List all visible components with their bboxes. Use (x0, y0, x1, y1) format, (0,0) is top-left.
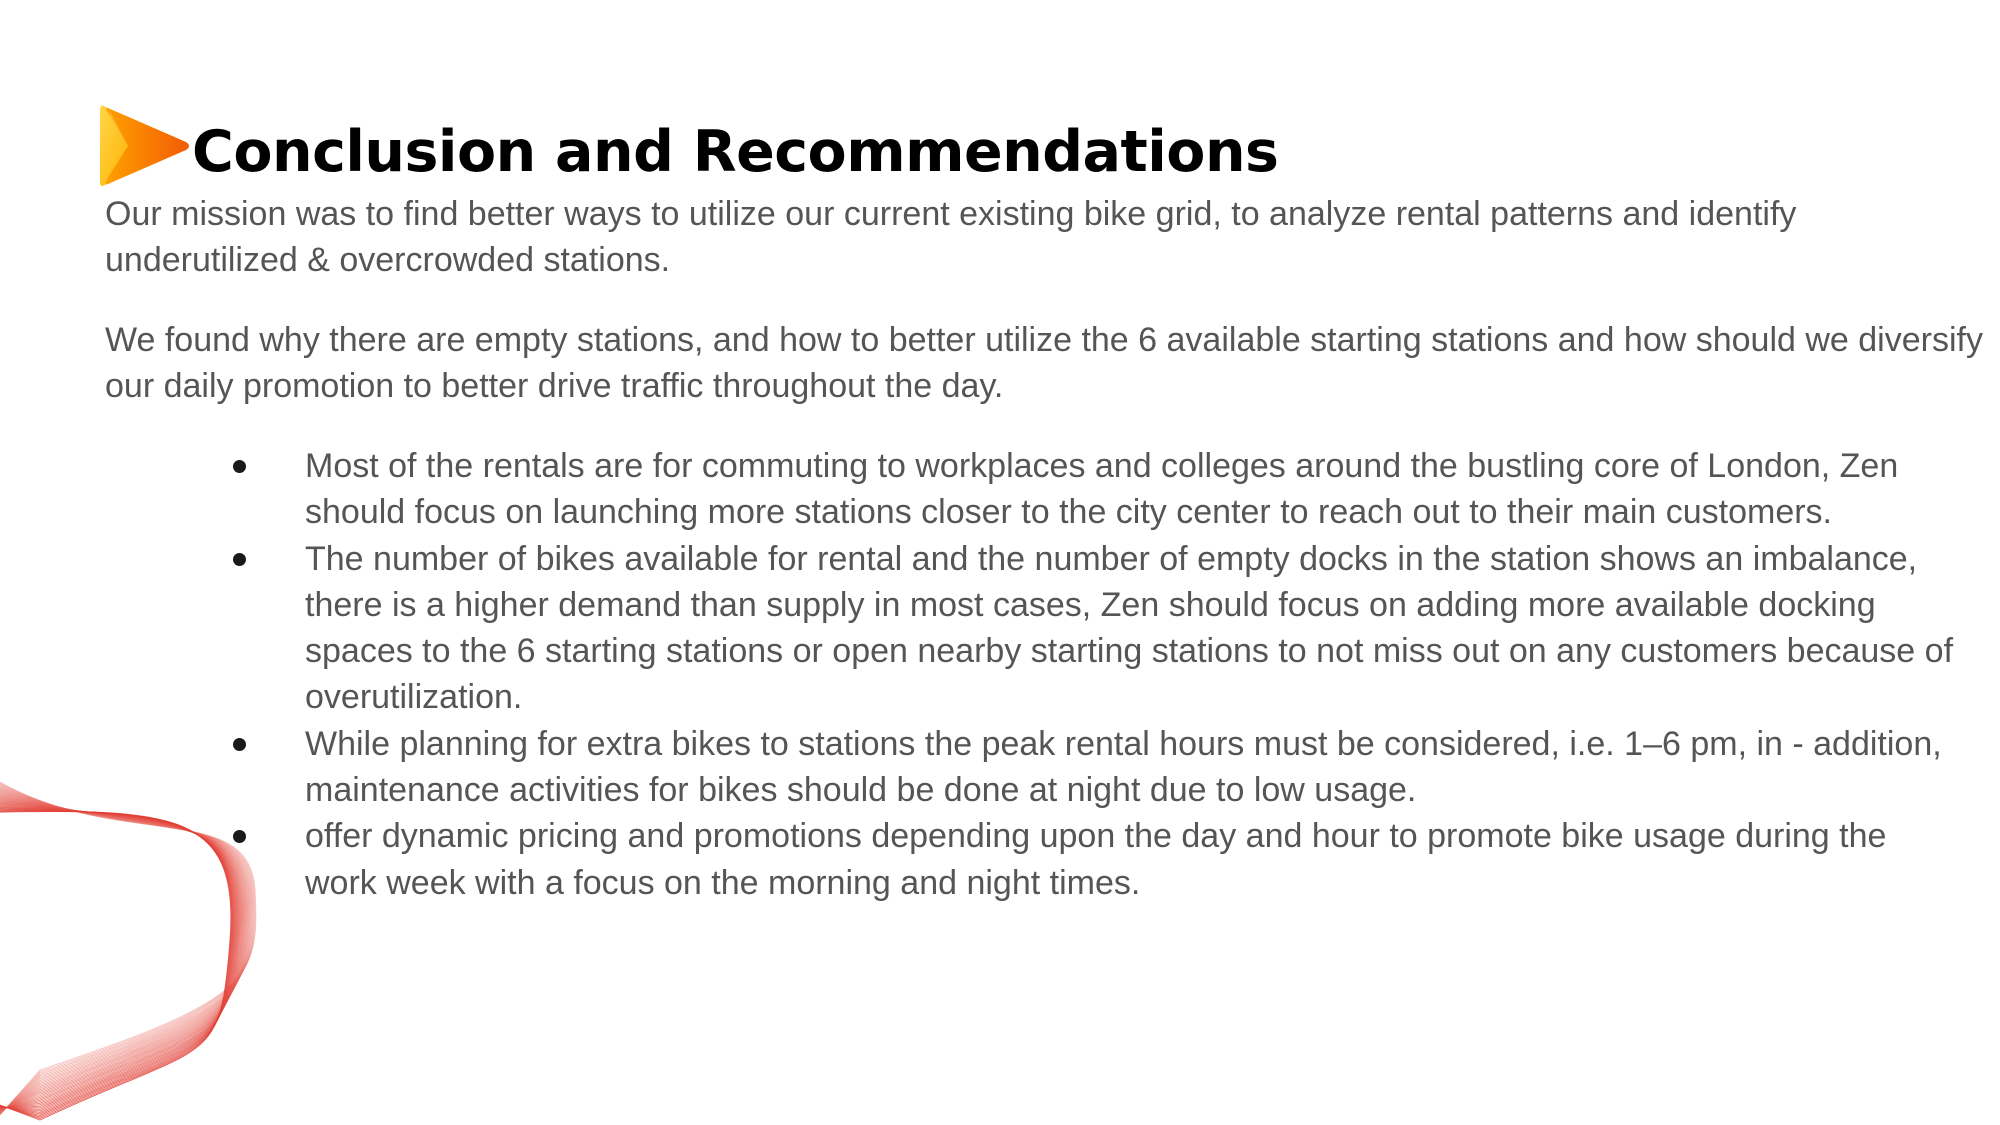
wave-line (0, 785, 253, 1114)
list-item-text: offer dynamic pricing and promotions depending upon the day and hour to promote bike usage during the work week with a focus on the morning and night times. (305, 817, 1887, 902)
bullet-icon (233, 553, 246, 566)
wave-line (0, 801, 239, 1109)
list-item-text: While planning for extra bikes to stations the peak rental hours must be considered, i.e. 1–6 pm, in - addition, maintenance activities for bikes should be done at night due to low usage. (305, 724, 1942, 810)
wave-line (0, 802, 239, 1108)
list-item-text: Most of the rentals are for commuting to workplaces and colleges around the bustling core of London, Zen should focus on launching more stations closer to the city center to reach out to their main customers. (305, 447, 1899, 532)
intro-paragraph: Our mission was to find better ways to utilize our current existing bike grid, to analyze rental patterns and identify underutilized & overcrowded stations. (105, 195, 1797, 279)
wave-line (0, 797, 242, 1109)
recommendations-list (305, 443, 1955, 906)
bullet-icon (233, 738, 246, 751)
list-item (305, 443, 1955, 536)
page-title: Conclusion and Recommendations (192, 119, 1279, 185)
list-item-text: The number of bikes available for rental and the number of empty docks in the station shows an imbalance, there is a higher demand than supply in most cases, Zen should focus on adding more available docking spaces to the 6 starting stations or open nearby starting stations to not miss out on any customers because of overutilization. (305, 539, 1954, 717)
wave-lines-icon (0, 770, 280, 1125)
findings-paragraph: We found why there are empty stations, and how to better utilize the 6 available starting stations and how should we diversify our daily promotion to better drive traffic throughout the day. (105, 321, 1983, 405)
list-item (305, 721, 1955, 814)
list-item (305, 813, 1955, 906)
list-item (305, 536, 1955, 721)
bullet-icon (233, 460, 246, 473)
play-arrow-logo-icon (100, 104, 192, 188)
